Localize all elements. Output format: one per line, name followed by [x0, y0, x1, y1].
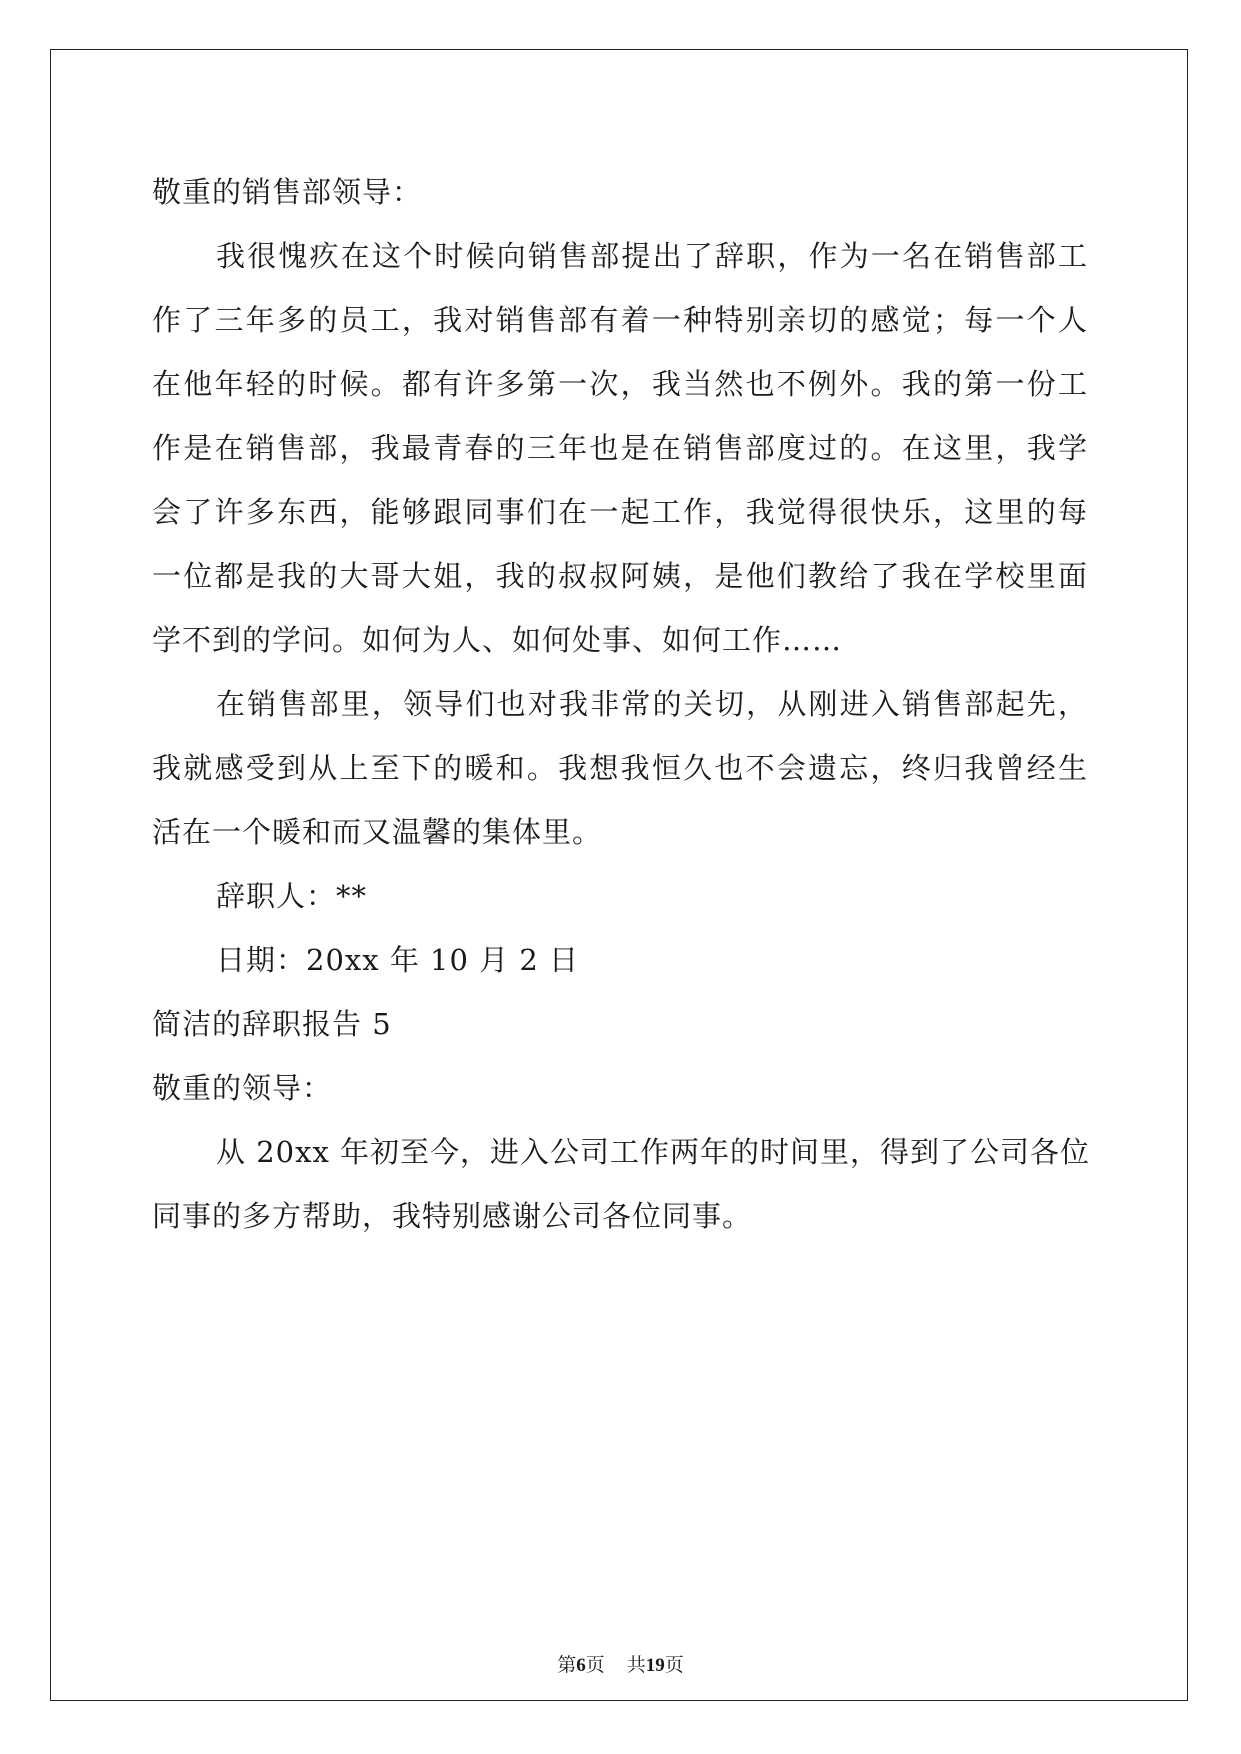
paragraph-line: 学不到的学问。如何为人、如何处事、如何工作…… [152, 623, 843, 657]
total-suffix: 页 [664, 1654, 684, 1676]
signature-line: 辞职人：** [216, 879, 368, 913]
paragraph-line: 在他年轻的时候。都有许多第一次，我当然也不例外。我的第一份工 [152, 367, 1088, 401]
paragraph-line: 我就感受到从上至下的暖和。我想我恒久也不会遗忘，终归我曾经生 [152, 751, 1088, 785]
section-title: 简洁的辞职报告 5 [152, 1007, 392, 1041]
paragraph-line: 同事的多方帮助，我特别感谢公司各位同事。 [152, 1199, 753, 1233]
date-line: 日期：20xx 年 10 月 2 日 [216, 943, 580, 977]
paragraph-line: 在销售部里，领导们也对我非常的关切，从刚进入销售部起先， [216, 687, 1088, 721]
salutation: 敬重的领导： [152, 1071, 333, 1105]
total-prefix: 共 [626, 1654, 646, 1676]
page-suffix: 页 [585, 1654, 605, 1676]
total-pages: 19 [645, 1655, 665, 1676]
page-footer [0, 1653, 1241, 1678]
document-body [152, 160, 1091, 1248]
paragraph-line: 作了三年多的员工，我对销售部有着一种特别亲切的感觉；每一个人 [152, 303, 1088, 337]
page-number: 6 [576, 1655, 586, 1676]
paragraph-line: 从 20xx 年初至今，进入公司工作两年的时间里，得到了公司各位 [216, 1135, 1091, 1169]
salutation: 敬重的销售部领导： [152, 175, 423, 209]
page-prefix: 第 [557, 1654, 577, 1676]
paragraph-line: 我很愧疚在这个时候向销售部提出了辞职，作为一名在销售部工 [216, 239, 1088, 273]
paragraph-line: 活在一个暖和而又温馨的集体里。 [152, 815, 603, 849]
paragraph-line: 作是在销售部，我最青春的三年也是在销售部度过的。在这里，我学 [152, 431, 1088, 465]
paragraph-line: 会了许多东西，能够跟同事们在一起工作，我觉得很快乐，这里的每 [152, 495, 1088, 529]
paragraph-line: 一位都是我的大哥大姐，我的叔叔阿姨，是他们教给了我在学校里面 [152, 559, 1088, 593]
